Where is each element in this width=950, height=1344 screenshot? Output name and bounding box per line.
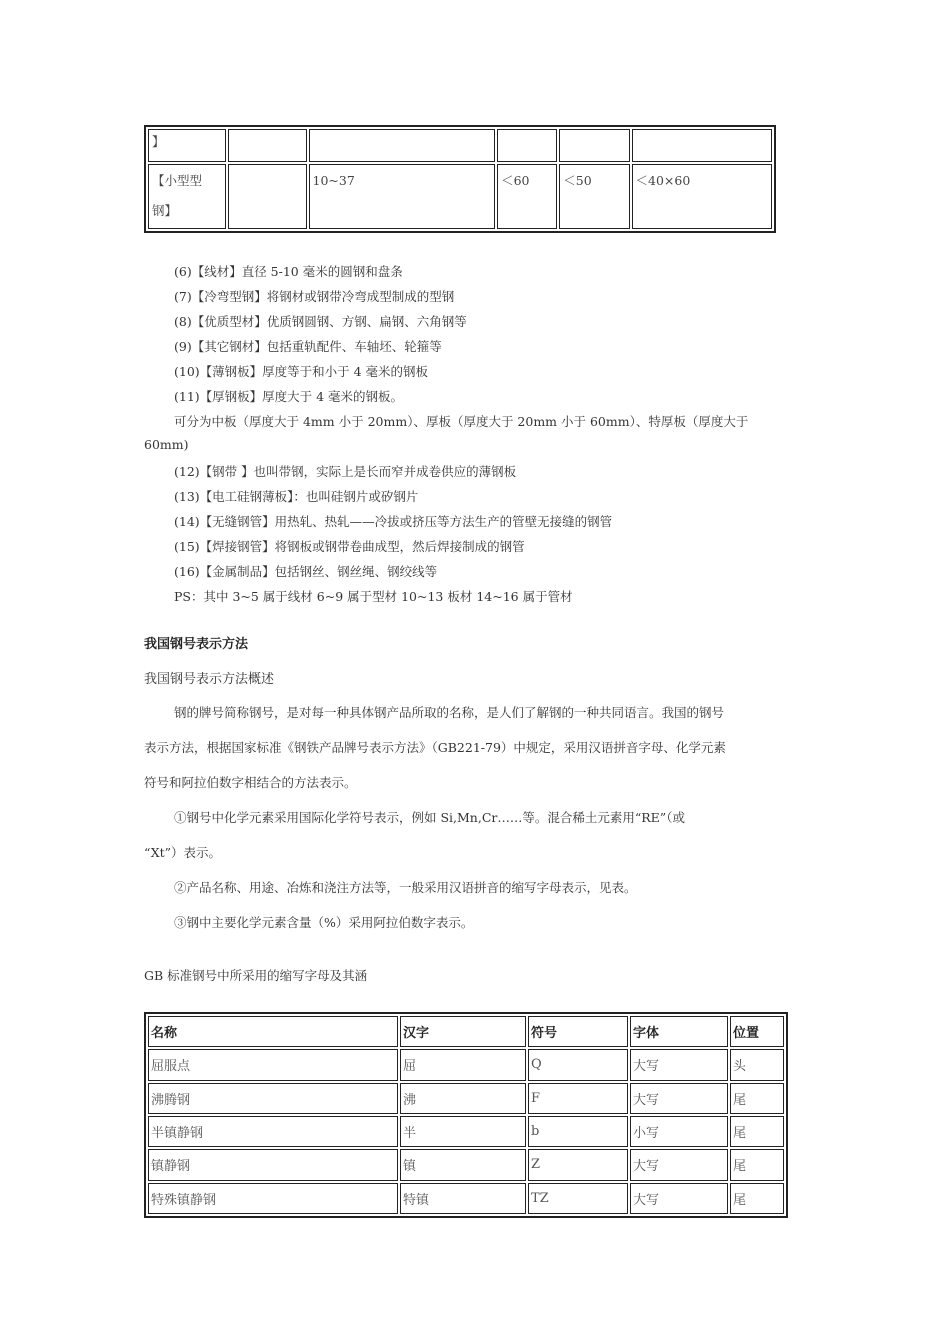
paragraph-line: 钢的牌号简称钢号，是对每一种具体钢产品所取的名称，是人们了解钢的一种共同语言。我国的钢号 [174, 705, 725, 720]
table-cell: ＜50 [559, 164, 629, 229]
table-cell: 小写 [630, 1116, 728, 1147]
table-cell: 】 [148, 129, 226, 162]
table-row [148, 1149, 784, 1180]
table-cell: 特殊镇静钢 [148, 1183, 398, 1214]
paragraph-line: 符号和阿拉伯数字相结合的方法表示。 [144, 775, 357, 790]
table-caption: GB 标准钢号中所采用的缩写字母及其涵 [144, 968, 368, 983]
table-cell: 镇静钢 [148, 1149, 398, 1180]
column-header: 符号 [528, 1016, 628, 1047]
list-item: (9)【其它钢材】包括重轨配件、车轴坯、轮箍等 [174, 339, 442, 354]
table-cell: 半镇静钢 [148, 1116, 398, 1147]
table-cell: b [528, 1116, 628, 1147]
table-cell: ＜60 [497, 164, 557, 229]
section-subheading: 我国钢号表示方法概述 [144, 672, 275, 687]
table-cell: 头 [730, 1049, 784, 1080]
table-cell: ＜40×60 [632, 164, 773, 229]
column-header: 名称 [148, 1016, 398, 1047]
list-item: (10)【薄钢板】厚度等于和小于 4 毫米的钢板 [174, 364, 429, 379]
section-heading: 我国钢号表示方法 [144, 637, 249, 652]
list-item: (11)【厚钢板】厚度大于 4 毫米的钢板。 [174, 389, 404, 404]
column-header: 汉字 [400, 1016, 526, 1047]
table-row [148, 1049, 784, 1080]
table-cell: Q [528, 1049, 628, 1080]
list-item: (6)【线材】直径 5-10 毫米的圆钢和盘条 [174, 264, 403, 279]
list-item: PS：其中 3~5 属于线材 6~9 属于型材 10~13 板材 14~16 属于管材 [174, 589, 573, 604]
column-header: 位置 [730, 1016, 784, 1047]
table-cell [228, 129, 306, 162]
column-header: 字体 [630, 1016, 728, 1047]
list-item: (16)【金属制品】包括钢丝、钢丝绳、钢绞线等 [174, 564, 438, 579]
paragraph-line: ②产品名称、用途、冶炼和浇注方法等，一般采用汉语拼音的缩写字母表示，见表。 [174, 880, 637, 895]
table-cell [632, 129, 773, 162]
table-cell: 尾 [730, 1183, 784, 1214]
table-cell [148, 164, 226, 229]
list-item: (8)【优质型材】优质钢圆钢、方钢、扁钢、六角钢等 [174, 314, 467, 329]
table-cell: 沸 [400, 1083, 526, 1114]
table-cell: 10~37 [309, 164, 496, 229]
table-cell [559, 129, 629, 162]
table-row [148, 1183, 784, 1214]
list-item: (14)【无缝钢管】用热轧、热轧——冷拔或挤压等方法生产的管壁无接缝的钢管 [174, 514, 613, 529]
table-header-row [148, 1016, 784, 1047]
list-item: (15)【焊接钢管】将钢板或钢带卷曲成型，然后焊接制成的钢管 [174, 539, 525, 554]
list-item: (13)【电工硅钢薄板】：也叫硅钢片或矽钢片 [174, 489, 419, 504]
table-cell: TZ [528, 1183, 628, 1214]
cell-line: 【小型型 [152, 173, 203, 188]
table-cell: 尾 [730, 1083, 784, 1114]
table-cell: 特镇 [400, 1183, 526, 1214]
paragraph-line: ①钢号中化学元素采用国际化学符号表示，例如 Si,Mn,Cr……等。混合稀土元素用“RE”（或 [174, 810, 685, 825]
table-cell: 屈 [400, 1049, 526, 1080]
table-cell: 半 [400, 1116, 526, 1147]
table-cell: 镇 [400, 1149, 526, 1180]
table-cell: 大写 [630, 1183, 728, 1214]
table-cell: 尾 [730, 1116, 784, 1147]
table-cell: 屈服点 [148, 1049, 398, 1080]
table-cell: 尾 [730, 1149, 784, 1180]
steel-size-table [144, 125, 776, 233]
table-cell [497, 129, 557, 162]
cell-line: 钢】 [152, 203, 178, 218]
table-cell: F [528, 1083, 628, 1114]
table-row [148, 129, 772, 162]
table-cell: 大写 [630, 1049, 728, 1080]
list-item: 可分为中板（厚度大于 4mm 小于 20mm）、厚板（厚度大于 20mm 小于 60mm）、特厚板（厚度大于 [174, 414, 749, 429]
table-row [148, 1083, 784, 1114]
abbreviation-table [144, 1012, 788, 1218]
paragraph-line: “Xt”）表示。 [144, 845, 222, 860]
table-row [148, 164, 772, 229]
table-row [148, 1116, 784, 1147]
list-item: (7)【冷弯型钢】将钢材或钢带冷弯成型制成的型钢 [174, 289, 455, 304]
table-cell: 大写 [630, 1149, 728, 1180]
paragraph-line: ③钢中主要化学元素含量（%）采用阿拉伯数字表示。 [174, 915, 474, 930]
list-item: (12)【钢带 】也叫带钢，实际上是长而窄并成卷供应的薄钢板 [174, 464, 517, 479]
table-cell [228, 164, 306, 229]
table-cell: Z [528, 1149, 628, 1180]
list-item: 60mm) [144, 437, 189, 452]
table-cell: 沸腾钢 [148, 1083, 398, 1114]
paragraph-line: 表示方法，根据国家标准《钢铁产品牌号表示方法》（GB221-79）中规定，采用汉语拼音字母、化学元素 [144, 740, 726, 755]
table-cell: 大写 [630, 1083, 728, 1114]
table-cell [309, 129, 496, 162]
